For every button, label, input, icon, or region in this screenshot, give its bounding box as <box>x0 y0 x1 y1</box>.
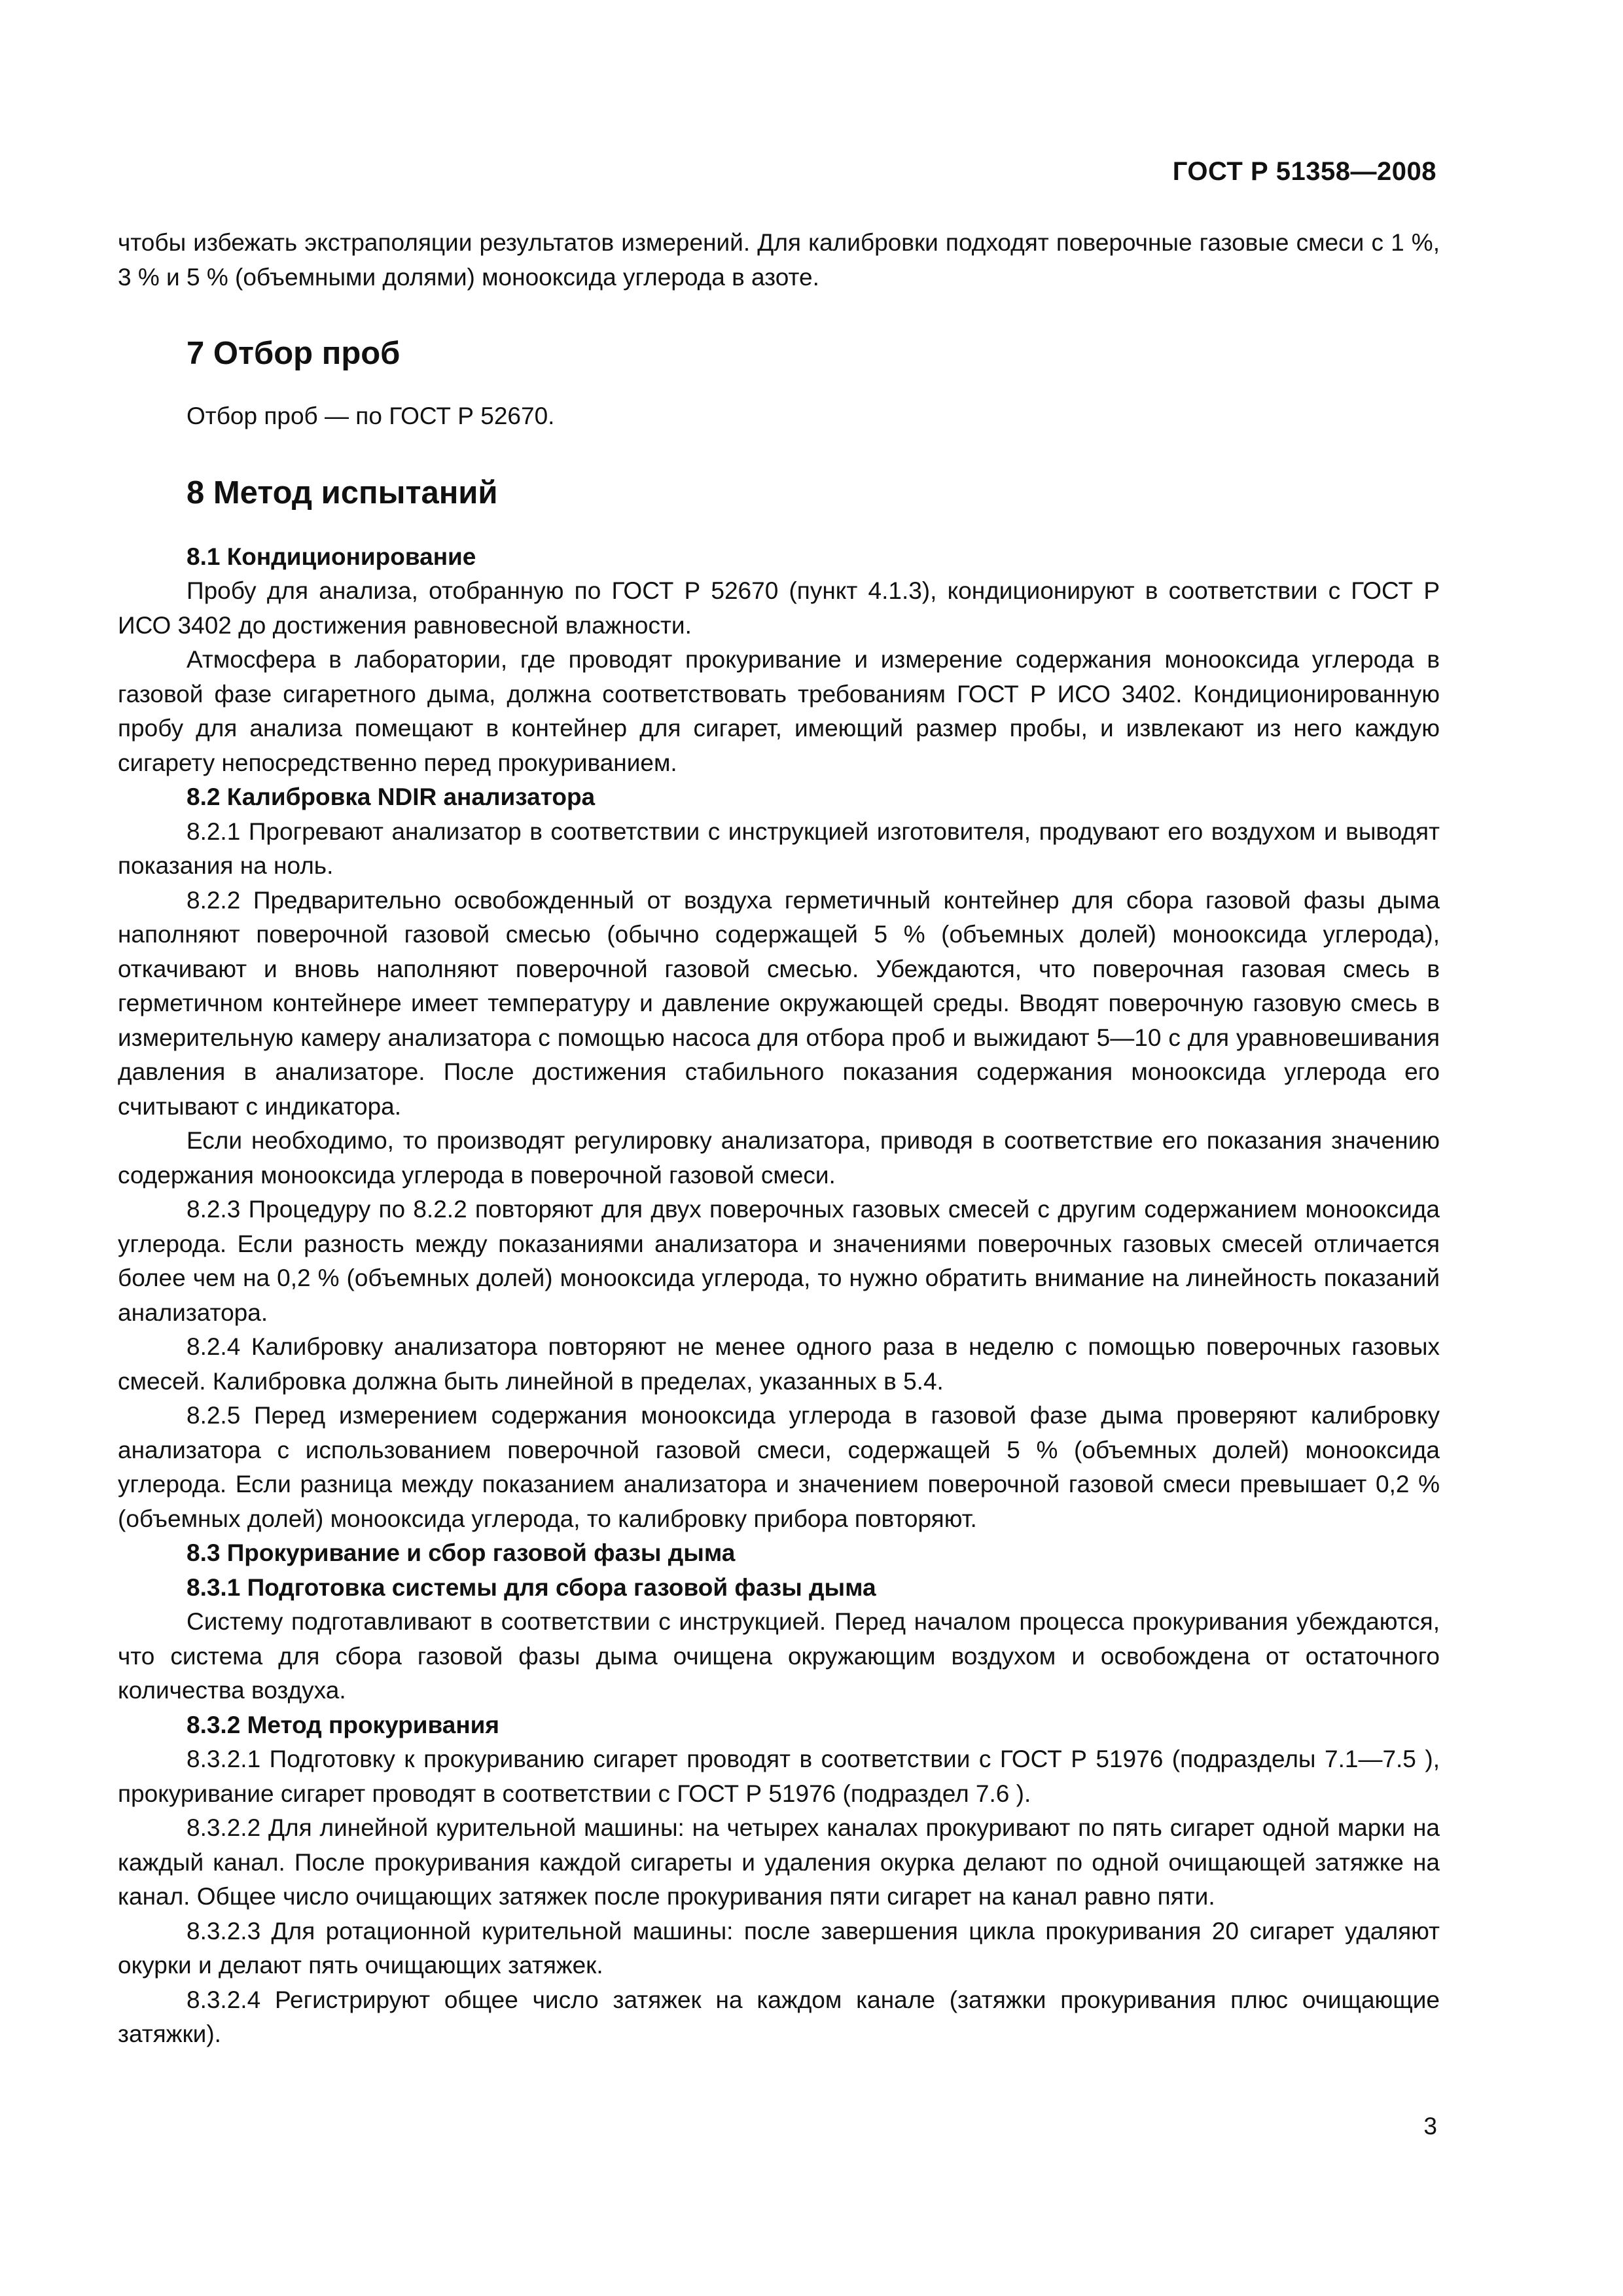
subsection-8-3-1-heading: 8.3.1 Подготовка системы для сбора газовой фазы дыма <box>187 1573 876 1601</box>
section-7-heading: 7 Отбор проб <box>187 336 401 371</box>
paragraph-8-3-2-1: 8.3.2.1 Подготовку к прокуриванию сигарет проводят в соответствии с ГОСТ Р 51976 (подразделы 7.1—7.5 ), прокуривание сигарет проводят в соответствии с ГОСТ Р 51976 (подраздел 7.6 ). <box>118 1746 1440 1807</box>
subsection-8-1-heading: 8.1 Кондиционирование <box>187 543 476 570</box>
page-number: 3 <box>1423 2113 1437 2140</box>
subsection-8-3-heading: 8.3 Прокуривание и сбор газовой фазы дыма <box>187 1539 736 1566</box>
subsection-8-3-2-heading: 8.3.2 Метод прокуривания <box>187 1711 500 1738</box>
paragraph-8-2-3: 8.2.3 Процедуру по 8.2.2 повторяют для двух поверочных газовых смесей с другим содержанием монооксида углерода. Если разность между показаниями анализатора и значениями поверочных газовых смесей отличается более чем на 0,2 % (объемных долей) монооксида углерода, то нужно обратить внимание на линейность показаний анализатора. <box>118 1196 1440 1326</box>
document-body <box>118 226 1440 2052</box>
paragraph-8-2-4: 8.2.4 Калибровку анализатора повторяют не менее одного раза в неделю с помощью поверочных газовых смесей. Калибровка должна быть линейной в пределах, указанных в 5.4. <box>118 1333 1440 1395</box>
section-7-text: Отбор проб — по ГОСТ Р 52670. <box>187 403 555 429</box>
paragraph-8-2-1: 8.2.1 Прогревают анализатор в соответствии с инструкцией изготовителя, продувают его воздухом и выводят показания на ноль. <box>118 817 1440 879</box>
paragraph-8-2-5: 8.2.5 Перед измерением содержания монооксида углерода в газовой фазе дыма проверяют калибровку анализатора с использованием поверочной газовой смеси, содержащей 5 % (объемных долей) монооксида углерода. Если разница между показанием анализатора и значением поверочной газовой смеси превышает 0,2 % (объемных долей) монооксида углерода, то калибровку прибора повторяют. <box>118 1402 1440 1532</box>
paragraph-8-3-2-4: 8.3.2.4 Регистрируют общее число затяжек на каждом канале (затяжки прокуривания плюс очищающие затяжки). <box>118 1986 1440 2047</box>
paragraph-continuation: чтобы избежать экстраполяции результатов измерений. Для калибровки подходят поверочные газовые смеси с 1 %, 3 % и 5 % (объемными долями) монооксида углерода в азоте. <box>118 229 1440 291</box>
section-8-heading: 8 Метод испытаний <box>187 475 498 511</box>
paragraph-8-3-2-2: 8.3.2.2 Для линейной курительной машины: на четырех каналах прокуривают по пять сигарет одной марки на каждый канал. После прокуривания каждой сигареты и удаления окурка делают по одной очищающей затяжке на канал. Общее число очищающих затяжек после прокуривания пяти сигарет на канал равно пяти. <box>118 1814 1440 1910</box>
document-code: ГОСТ Р 51358—2008 <box>1172 157 1436 186</box>
paragraph-8-2-2: 8.2.2 Предварительно освобожденный от воздуха герметичный контейнер для сбора газовой фазы дыма наполняют поверочной газовой смесью (обычно содержащей 5 % (объемных долей) монооксида углерода), откачивают и вновь наполняют поверочной газовой смесью. Убеждаются, что поверочная газовая смесь в герметичном контейнере имеет температуру и давление окружающей среды. Вводят поверочную газовую смесь в измерительную камеру анализатора с помощью насоса для отбора проб и выжидают 5—10 с для уравновешивания давления в анализаторе. После достижения стабильного показания содержания монооксида углерода его считывают с индикатора. <box>118 886 1440 1120</box>
paragraph-8-1-a: Пробу для анализа, отобранную по ГОСТ Р 52670 (пункт 4.1.3), кондиционируют в соответствии с ГОСТ Р ИСО 3402 до достижения равновесной влажности. <box>118 577 1440 639</box>
subsection-8-2-heading: 8.2 Калибровка NDIR анализатора <box>187 783 596 810</box>
paragraph-8-1-b: Атмосфера в лаборатории, где проводят прокуривание и измерение содержания монооксида углерода в газовой фазе сигаретного дыма, должна соответствовать требованиям ГОСТ Р ИСО 3402. Кондиционированную пробу для анализа помещают в контейнер для сигарет, имеющий размер пробы, и извлекают из него каждую сигарету непосредственно перед прокуриванием. <box>118 646 1440 776</box>
paragraph-8-3-2-3: 8.3.2.3 Для ротационной курительной машины: после завершения цикла прокуривания 20 сигарет удаляют окурки и делают пять очищающих затяжек. <box>118 1917 1440 1979</box>
paragraph-8-2-2-b: Если необходимо, то производят регулировку анализатора, приводя в соответствие его показания значению содержания монооксида углерода в поверочной газовой смеси. <box>118 1127 1440 1189</box>
paragraph-8-3-1: Систему подготавливают в соответствии с инструкцией. Перед началом процесса прокуривания убеждаются, что система для сбора газовой фазы дыма очищена окружающим воздухом и освобождена от остаточного количества воздуха. <box>118 1608 1440 1704</box>
